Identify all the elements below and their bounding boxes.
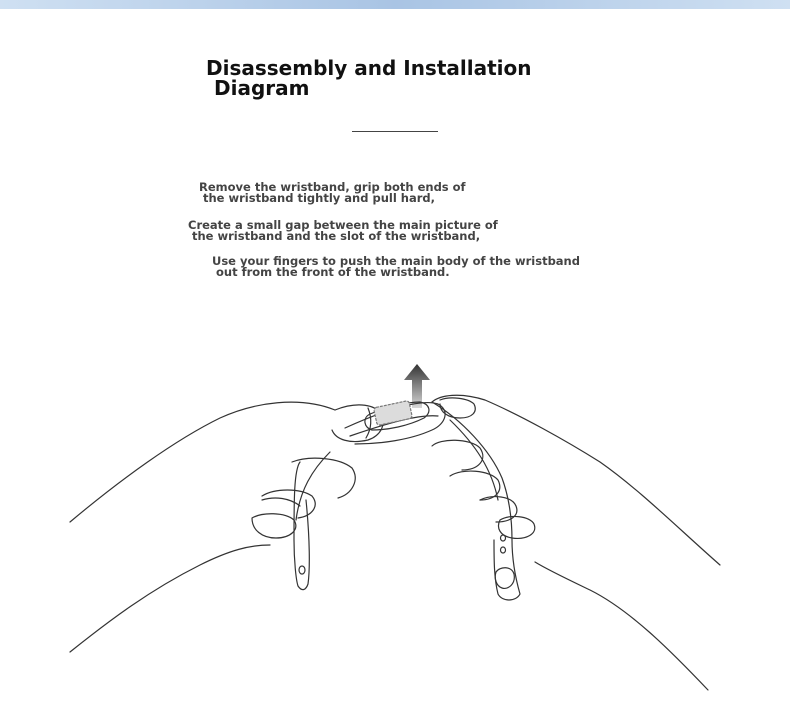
step-1-line-2: the wristband tightly and pull hard, (203, 191, 435, 205)
title-line-2: Diagram (214, 76, 310, 100)
title-line-1: Disassembly and Installation (206, 56, 532, 80)
page-title (206, 58, 566, 98)
title-divider (352, 131, 438, 132)
instruction-step-2 (188, 220, 498, 242)
right-hand (432, 395, 720, 690)
left-hand (70, 402, 383, 652)
top-accent-bar (0, 0, 790, 9)
step-3-line-1: Use your fingers to push the main body of the wristband (212, 254, 580, 268)
wristband-removal-illustration (0, 350, 790, 720)
step-3-line-2: out from the front of the wristband. (216, 265, 450, 279)
step-2-line-2: the wristband and the slot of the wristband, (192, 229, 481, 243)
instruction-step-1 (199, 182, 466, 204)
instruction-step-3 (212, 256, 580, 278)
step-2-line-1: Create a small gap between the main picture of (188, 218, 498, 232)
step-1-line-1: Remove the wristband, grip both ends of (199, 180, 466, 194)
wristband (294, 400, 520, 600)
